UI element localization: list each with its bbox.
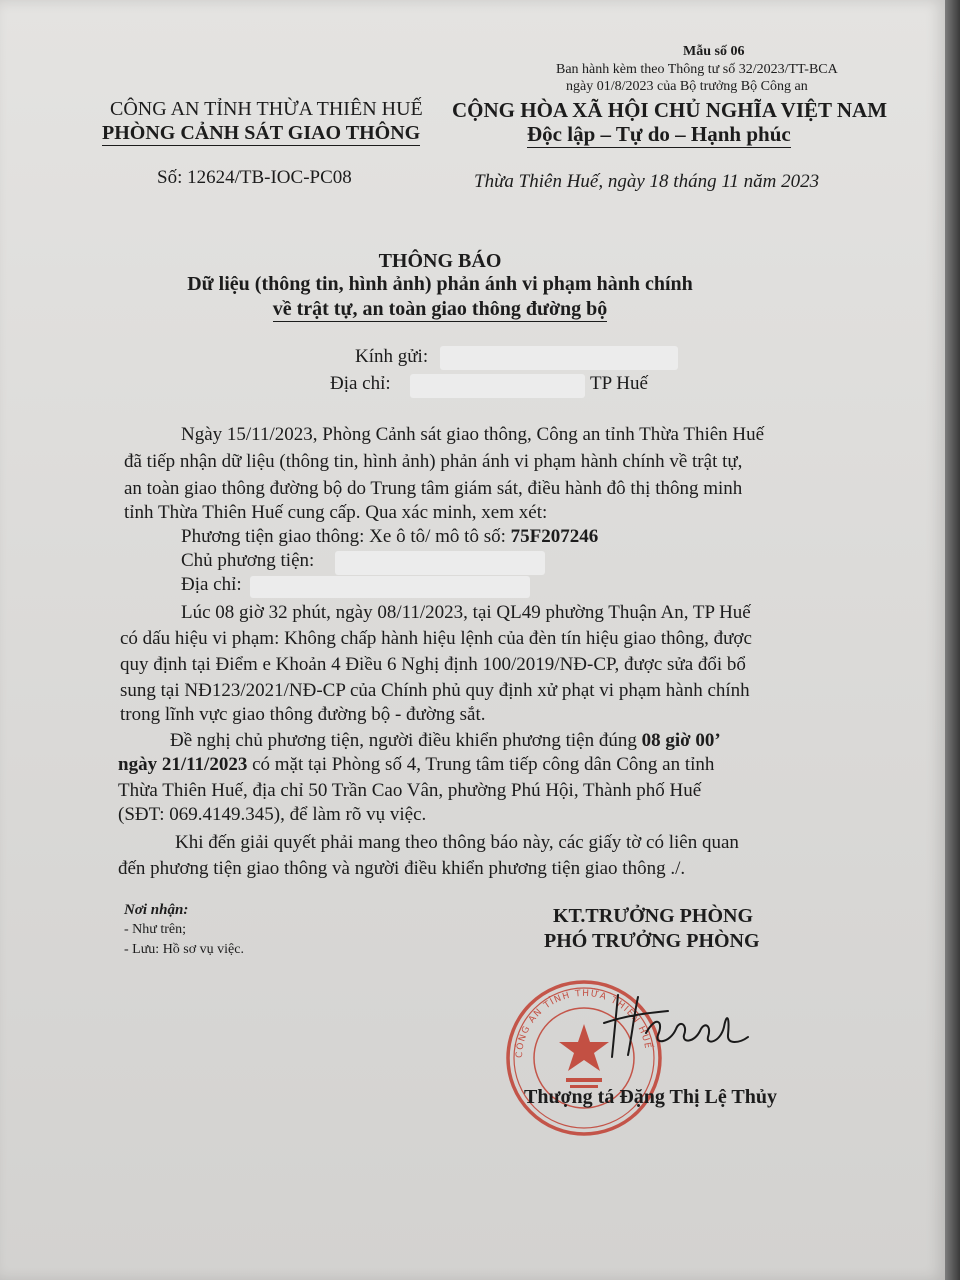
paragraph-1-line-2: đã tiếp nhận dữ liệu (thông tin, hình ảnh) phản ánh vi phạm hành chính về trật tự, — [124, 451, 743, 472]
owner-address-label: Địa chỉ: — [181, 574, 242, 595]
paragraph-1-line-3: an toàn giao thông đường bộ do Trung tâm giám sát, điều hành đô thị thông minh — [124, 478, 743, 499]
doc-subtitle-2 — [0, 298, 880, 321]
doc-subtitle-2-text: về trật tự, an toàn giao thông đường bộ — [272, 298, 608, 320]
paragraph-1-line-1: Ngày 15/11/2023, Phòng Cảnh sát giao thông, Công an tỉnh Thừa Thiên Huế — [181, 424, 765, 445]
paragraph-2-line-1: Lúc 08 giờ 32 phút, ngày 08/11/2023, tại QL49 phường Thuận An, TP Huế — [181, 602, 751, 623]
redacted-recipient-address — [410, 374, 585, 398]
agency-line-2 — [102, 122, 420, 145]
paragraph-2-line-2: có dấu hiệu vi phạm: Không chấp hành hiệu lệnh của đèn tín hiệu giao thông, được — [120, 628, 752, 649]
address-city: TP Huế — [590, 373, 648, 394]
redacted-owner-name — [335, 551, 545, 575]
agency-line-1: CÔNG AN TỈNH THỪA THIÊN HUẾ — [110, 98, 423, 120]
motto-text: Độc lập – Tự do – Hạnh phúc — [527, 122, 791, 146]
redacted-recipient-name — [440, 346, 678, 370]
document-number: Số: 12624/TB-IOC-PC08 — [157, 167, 352, 188]
issued-by-line-2: ngày 01/8/2023 của Bộ trưởng Bộ Công an — [566, 79, 808, 94]
appointment-time: 08 giờ 00’ — [641, 730, 721, 751]
vehicle-label: Phương tiện giao thông: Xe ô tô/ mô tô số: — [181, 526, 511, 547]
place-date: Thừa Thiên Huế, ngày 18 tháng 11 năm 2023 — [474, 171, 820, 192]
recipients-item-2: - Lưu: Hồ sơ vụ việc. — [124, 942, 244, 957]
nation-motto — [527, 122, 791, 147]
paragraph-1-line-4: tỉnh Thừa Thiên Huế cung cấp. Qua xác minh, xem xét: — [124, 502, 548, 523]
paragraph-2-line-5: trong lĩnh vực giao thông đường bộ - đường sắt. — [120, 704, 486, 725]
nation-title: CỘNG HÒA XÃ HỘI CHỦ NGHĨA VIỆT NAM — [452, 98, 888, 122]
paragraph-2-line-4: sung tại NĐ123/2021/NĐ-CP của Chính phủ quy định xử phạt vi phạm hành chính — [120, 680, 750, 701]
paragraph-3-line-2 — [118, 754, 714, 776]
paragraph-3-line-1 — [170, 730, 721, 752]
redacted-owner-address — [250, 576, 530, 598]
paragraph-4-line-1: Khi đến giải quyết phải mang theo thông báo này, các giấy tờ có liên quan — [175, 832, 739, 853]
paragraph-2-line-3: quy định tại Điểm e Khoản 4 Điều 6 Nghị định 100/2019/NĐ-CP, được sửa đổi bổ — [120, 654, 746, 675]
request-text: Đề nghị chủ phương tiện, người điều khiển phương tiện đúng — [170, 730, 642, 751]
vehicle-line — [181, 526, 598, 548]
paragraph-3-line-3: Thừa Thiên Huế, địa chỉ 50 Trần Cao Vân, phường Phú Hội, Thành phố Huế — [118, 780, 702, 801]
signature — [598, 985, 778, 1065]
owner-label: Chủ phương tiện: — [181, 550, 315, 571]
paragraph-3-line-4: (SĐT: 069.4149.345), để làm rõ vụ việc. — [118, 804, 427, 825]
address-label: Địa chỉ: — [330, 373, 391, 394]
paragraph-4-line-2: đến phương tiện giao thông và người điều khiển phương tiện giao thông ./. — [118, 858, 686, 879]
recipients-item-1: - Như trên; — [124, 922, 187, 937]
sign-title-2: PHÓ TRƯỞNG PHÒNG — [544, 930, 760, 952]
form-number: Mẫu số 06 — [683, 44, 745, 59]
stamp-ring-text: CÔNG AN TỈNH THỪA THIÊN HUẾ — [514, 988, 653, 1059]
sign-title-1: KT.TRƯỞNG PHÒNG — [553, 905, 753, 927]
page-edge — [945, 0, 960, 1280]
appointment-date: ngày 21/11/2023 — [118, 754, 248, 775]
signer-name: Thượng tá Đặng Thị Lệ Thủy — [524, 1086, 777, 1108]
doc-subtitle-1: Dữ liệu (thông tin, hình ảnh) phản ánh vi phạm hành chính — [187, 273, 693, 295]
doc-title: THÔNG BÁO — [378, 250, 502, 272]
issued-by-line-1: Ban hành kèm theo Thông tư số 32/2023/TT-BCA — [556, 62, 838, 77]
recipients-title: Nơi nhận: — [124, 902, 189, 918]
agency-name: PHÒNG CẢNH SÁT GIAO THÔNG — [102, 122, 421, 144]
recipient-label: Kính gửi: — [355, 346, 429, 367]
appointment-place: có mặt tại Phòng số 4, Trung tâm tiếp công dân Công an tỉnh — [247, 754, 715, 775]
vehicle-plate: 75F207246 — [510, 526, 599, 547]
